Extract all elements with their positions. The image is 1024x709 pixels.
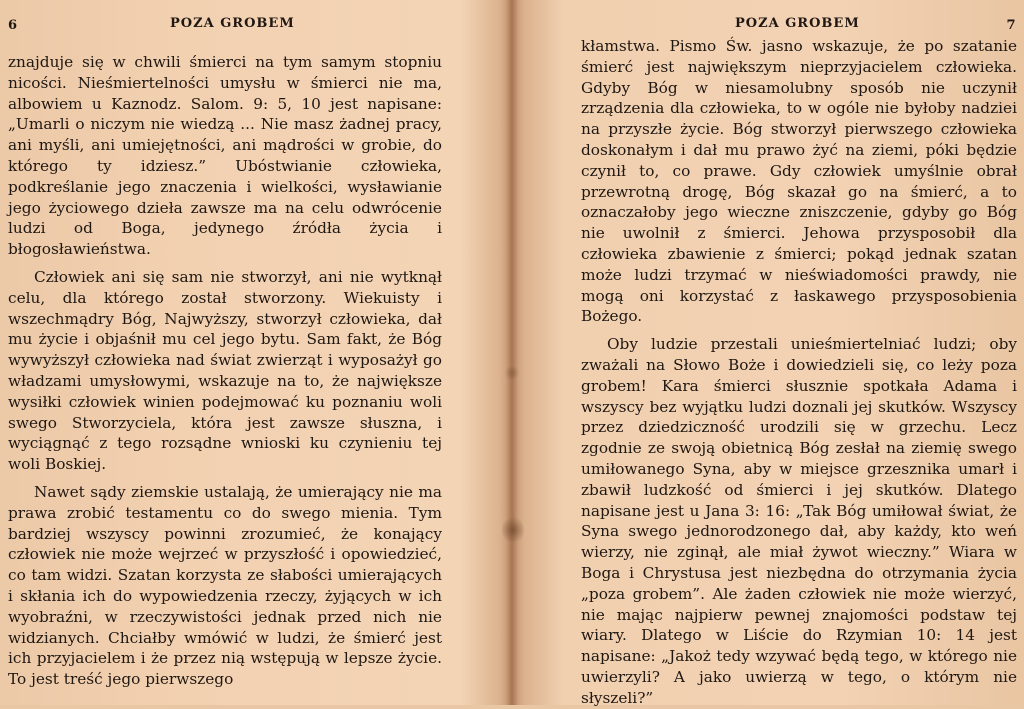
running-head: POZA GROBEM (735, 16, 860, 31)
page-body-text (8, 52, 442, 690)
page-stain (505, 365, 519, 381)
paragraph: Nawet sądy ziemskie ustalają, że umierający nie ma prawa zrobić testamentu co do swego mienia. Tym bardziej wszyscy powinni zrozumieć, że konający człowiek nie może wejrzeć w przyszłość i opowiedzieć, co tam widzi. Szatan korzysta ze słabości umierających i skłania ich do wypowiedzenia rzeczy, żyjących w ich wyobraźni, w rzeczywistości jednak przed nich nie widzianych. Chciałby wmówić w ludzi, że śmierć jest ich przyjacielem i że przez nią wstępują w lepsze życie. To jest treść jego pierwszego (8, 482, 442, 689)
page-number: 7 (1006, 18, 1016, 33)
left-page (0, 0, 505, 705)
page-body-text (581, 36, 1017, 709)
paragraph: kłamstwa. Pismo Św. jasno wskazuje, że po szatanie śmierć jest największym nieprzyjacielem człowieka. Gdyby Bóg w niesamolubny sposób nie uczynił zrządzenia dla człowieka, to w ogóle nie byłoby nadziei na przyszłe życie. Bóg stworzył pierwszego człowieka doskonałym i dał mu prawo żyć na ziemi, póki będzie czynił to, co prawe. Gdy człowiek umyślnie obrał przewrotną drogę, Bóg skazał go na śmierć, a to oznaczałoby jego wieczne zniszczenie, gdyby go Bóg nie uwolnił z śmierci. Jehowa przysposobił dla człowieka zbawienie z śmierci; pokąd jednak szatan może ludzi trzymać w nieświadomości prawdy, nie mogą oni korzystać z łaskawego przysposobienia Bożego. (581, 37, 1017, 326)
page-number: 6 (8, 18, 18, 33)
running-head: POZA GROBEM (170, 16, 295, 31)
paragraph: znajduje się w chwili śmierci na tym samym stopniu nicości. Nieśmiertelności umysłu w śmierci nie ma, albowiem u Kaznodz. Salom. 9: 5, 10 jest napisane: „Umarli o niczym nie wiedzą ... Nie masz żadnej pracy, ani myśli, ani umiejętności, ani mądrości w grobie, do którego ty idziesz.” Ubóstwianie człowieka, podkreślanie jego znaczenia i wielkości, wysławianie jego życiowego dzieła zawsze ma na celu odwrócenie ludzi od Boga, jedynego źródła życia i błogosławieństwa. (8, 53, 442, 259)
paragraph: Człowiek ani się sam nie stworzył, ani nie wytknął celu, dla którego został stworzony. Wiekuisty i wszechmądry Bóg, Najwyższy, stworzył człowieka, dał mu życie i objaśnił mu cel jego bytu. Sam fakt, że Bóg wywyższył człowieka nad świat zwierząt i wyposażył go władzami umysłowymi, wskazuje na to, że największe wysiłki człowiek winien podejmować ku poznaniu woli swego Stworzyciela, która jest zawsze słuszna, i wyciągnąć z tego rozsądne wnioski ku czynieniu tej woli Boskiej. (8, 267, 442, 474)
right-page (520, 0, 1024, 705)
paragraph: Oby ludzie przestali unieśmiertelniać ludzi; oby zważali na Słowo Boże i dowiedzieli się, co leży poza grobem! Kara śmierci słusznie spotkała Adama i wszyscy bez wyjątku ludzi doznali jej skutków. Wszyscy przez dziedziczność urodzili się w grzechu. Lecz zgodnie ze swoją obietnicą Bóg zesłał na ziemię swego umiłowanego Syna, aby w miejsce grzesznika umarł i zbawił ludzkość od śmierci i jej skutków. Dlatego napisane jest u Jana 3: 16: „Tak Bóg umiłował świat, że Syna swego jednorodzonego dał, aby każdy, kto weń wierzy, nie zginął, ale miał żywot wieczny.” Wiara w Boga i Chrystusa jest niezbędna do otrzymania życia „poza grobem”. Ale żaden człowiek nie może wierzyć, nie mając najpierw pewnej znajomości podstaw tej wiary. Dlatego w Liście do Rzymian 10: 14 jest napisane: „Jakoż tedy wzywać będą tego, w którego nie uwierzyli? A jako uwierzą w tego, o którym nie słyszeli?” (581, 335, 1017, 707)
